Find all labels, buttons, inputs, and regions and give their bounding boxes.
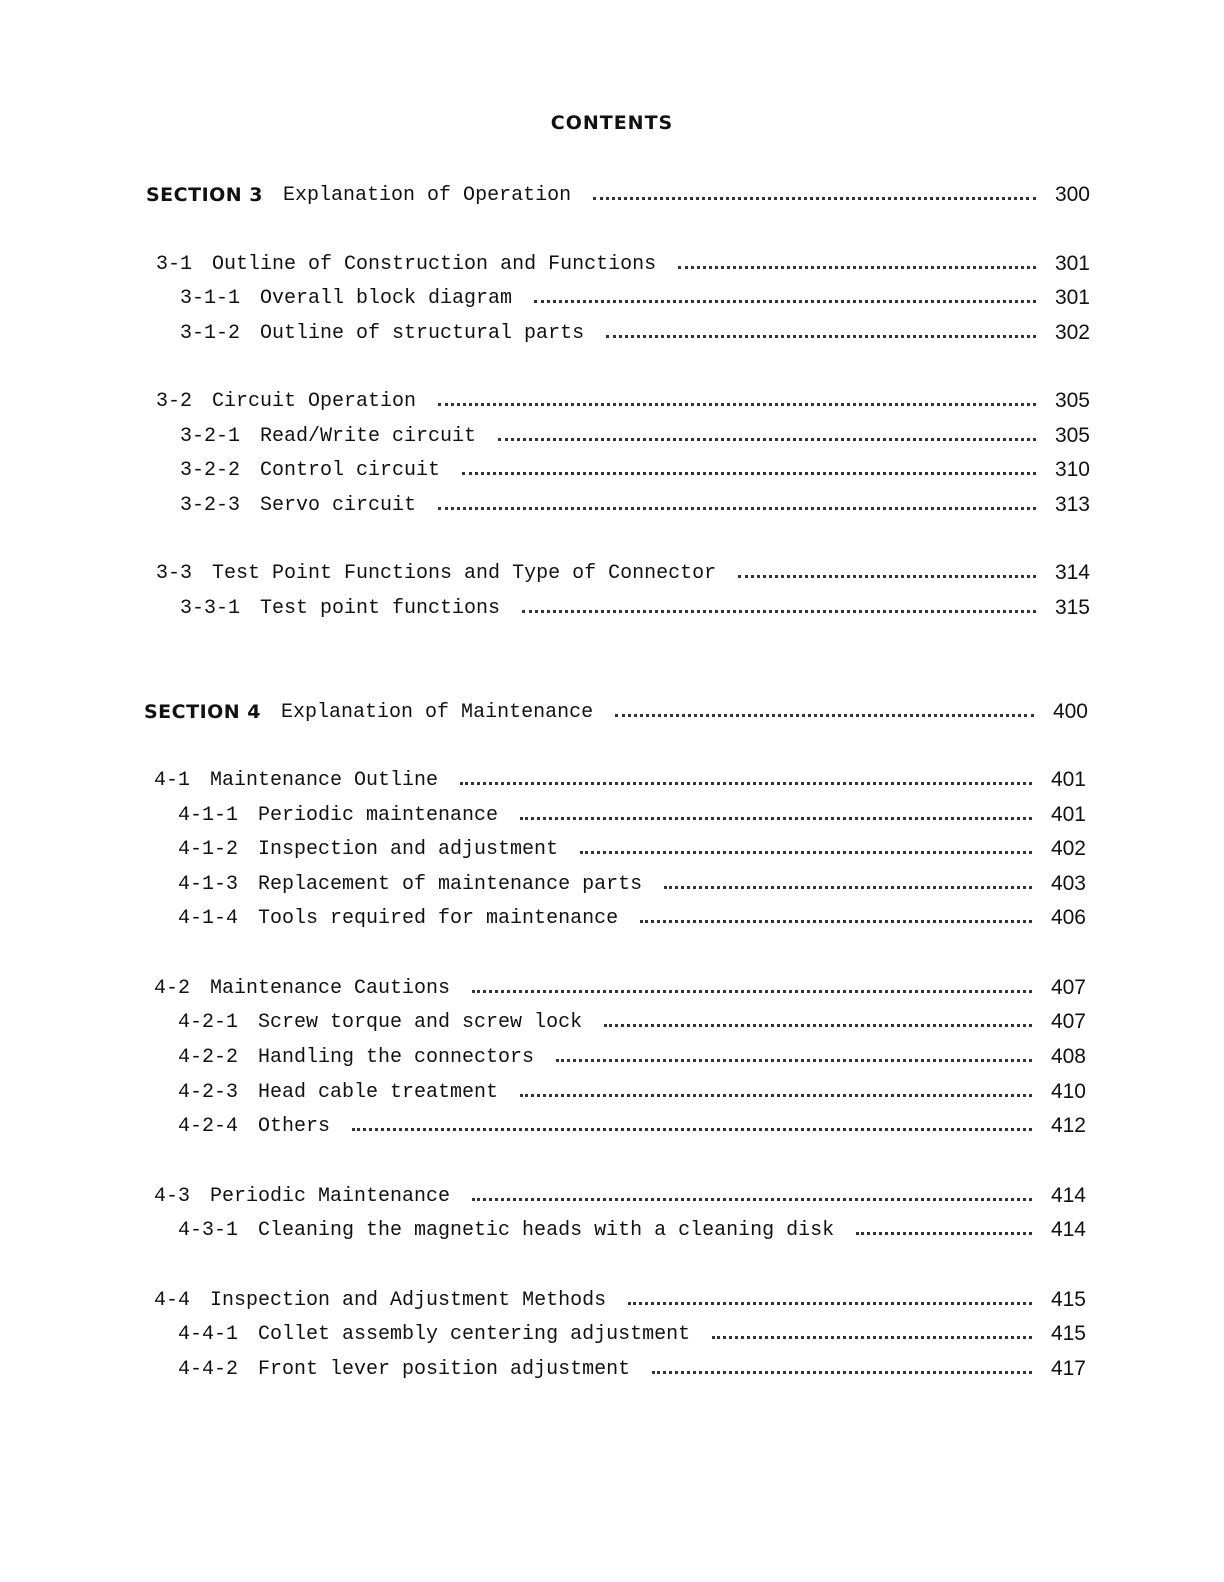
page-number: 407: [1050, 976, 1086, 999]
toc-subsection-entry[interactable]: [154, 1285, 1086, 1315]
entry-number: 4-2-2: [178, 1045, 239, 1069]
toc-item-entry[interactable]: [180, 318, 1090, 348]
toc-subsection-entry[interactable]: [156, 558, 1090, 588]
entry-number: 3-2-3: [180, 493, 241, 517]
entry-number: 3-2: [156, 389, 193, 413]
dot-leader: [664, 886, 1032, 889]
toc-item-entry[interactable]: [178, 1354, 1086, 1384]
toc-subsection-entry[interactable]: [154, 973, 1086, 1003]
dot-leader: [462, 472, 1036, 475]
dot-leader: [520, 817, 1032, 820]
entry-number: 4-4: [154, 1288, 191, 1312]
toc-item-entry[interactable]: [180, 421, 1090, 451]
entry-title: Handling the connectors: [258, 1045, 535, 1069]
entry-number: 4-2-4: [178, 1114, 239, 1138]
entry-number: 3-2-2: [180, 458, 241, 482]
entry-title: Tools required for maintenance: [258, 906, 619, 930]
toc-section-entry[interactable]: [146, 180, 1090, 210]
dot-leader: [606, 335, 1036, 338]
entry-title: Inspection and adjustment: [258, 837, 559, 861]
dot-leader: [498, 438, 1036, 441]
page-number: 315: [1054, 596, 1090, 619]
entry-title: Inspection and Adjustment Methods: [210, 1288, 607, 1312]
dot-leader: [640, 920, 1032, 923]
page-number: 415: [1050, 1322, 1086, 1345]
page-number: 407: [1050, 1010, 1086, 1033]
dot-leader: [738, 575, 1036, 578]
entry-title: Test point functions: [260, 596, 501, 620]
page-number: 310: [1054, 458, 1090, 481]
entry-title: Periodic maintenance: [258, 803, 499, 827]
entry-title: Explanation of Operation: [283, 183, 572, 207]
dot-leader: [472, 1198, 1032, 1201]
toc-item-entry[interactable]: [178, 1215, 1086, 1245]
toc-item-entry[interactable]: [178, 800, 1086, 830]
page-number: 302: [1054, 321, 1090, 344]
entry-number: 4-2-1: [178, 1010, 239, 1034]
entry-title: Control circuit: [260, 458, 441, 482]
toc-section-entry[interactable]: [144, 697, 1088, 727]
entry-number: 3-1-2: [180, 321, 241, 345]
dot-leader: [856, 1232, 1032, 1235]
dot-leader: [352, 1128, 1032, 1131]
page-number: 300: [1054, 183, 1090, 206]
entry-title: Periodic Maintenance: [210, 1184, 451, 1208]
page-number: 408: [1050, 1045, 1086, 1068]
toc-item-entry[interactable]: [180, 455, 1090, 485]
entry-title: Collet assembly centering adjustment: [258, 1322, 691, 1346]
entry-title: Outline of Construction and Functions: [212, 252, 657, 276]
entry-number: 3-2-1: [180, 424, 241, 448]
toc-item-entry[interactable]: [178, 1319, 1086, 1349]
entry-title: Test Point Functions and Type of Connector: [212, 561, 717, 585]
entry-number: 3-1-1: [180, 286, 241, 310]
entry-title: Outline of structural parts: [260, 321, 585, 345]
page-number: 414: [1050, 1218, 1086, 1241]
dot-leader: [678, 266, 1036, 269]
dot-leader: [652, 1371, 1032, 1374]
entry-title: Circuit Operation: [212, 389, 417, 413]
entry-number: 4-1-3: [178, 872, 239, 896]
entry-number: 3-3: [156, 561, 193, 585]
entry-title: Read/Write circuit: [260, 424, 477, 448]
page-number: 305: [1054, 424, 1090, 447]
toc-item-entry[interactable]: [180, 593, 1090, 623]
entry-title: Replacement of maintenance parts: [258, 872, 643, 896]
entry-number: 4-1-2: [178, 837, 239, 861]
page-number: 406: [1050, 906, 1086, 929]
dot-leader: [604, 1024, 1032, 1027]
entry-title: Explanation of Maintenance: [281, 700, 594, 724]
entry-title: Screw torque and screw lock: [258, 1010, 583, 1034]
entry-title: Maintenance Cautions: [210, 976, 451, 1000]
entry-number: 4-1-4: [178, 906, 239, 930]
toc-item-entry[interactable]: [178, 1042, 1086, 1072]
toc-item-entry[interactable]: [178, 869, 1086, 899]
toc-item-entry[interactable]: [178, 1111, 1086, 1141]
toc-subsection-entry[interactable]: [154, 1181, 1086, 1211]
entry-number: 4-1-1: [178, 803, 239, 827]
toc-subsection-entry[interactable]: [154, 765, 1086, 795]
entry-number: 4-2: [154, 976, 191, 1000]
entry-title: Head cable treatment: [258, 1080, 499, 1104]
page-number: 301: [1054, 252, 1090, 275]
entry-number: 4-4-1: [178, 1322, 239, 1346]
entry-title: Cleaning the magnetic heads with a cleaning disk: [258, 1218, 835, 1242]
entry-title: Servo circuit: [260, 493, 417, 517]
entry-number: 3-3-1: [180, 596, 241, 620]
page-number: 401: [1050, 803, 1086, 826]
dot-leader: [593, 197, 1036, 200]
page-number: 314: [1054, 561, 1090, 584]
entry-number: 4-3-1: [178, 1218, 239, 1242]
dot-leader: [460, 782, 1032, 785]
toc-subsection-entry[interactable]: [156, 386, 1090, 416]
entry-number: 4-4-2: [178, 1357, 239, 1381]
dot-leader: [615, 714, 1034, 717]
entry-title: Maintenance Outline: [210, 768, 439, 792]
entry-title: Others: [258, 1114, 331, 1138]
toc-item-entry[interactable]: [180, 283, 1090, 313]
page-number: 410: [1050, 1080, 1086, 1103]
entry-title: Overall block diagram: [260, 286, 513, 310]
section-label: SECTION 4: [144, 701, 262, 723]
dot-leader: [520, 1094, 1032, 1097]
dot-leader: [556, 1059, 1032, 1062]
toc-item-entry[interactable]: [178, 1077, 1086, 1107]
page-number: 412: [1050, 1114, 1086, 1137]
dot-leader: [438, 403, 1036, 406]
page-number: 402: [1050, 837, 1086, 860]
entry-number: 4-3: [154, 1184, 191, 1208]
dot-leader: [472, 990, 1032, 993]
toc-item-entry[interactable]: [180, 490, 1090, 520]
toc-item-entry[interactable]: [178, 834, 1086, 864]
entry-number: 4-2-3: [178, 1080, 239, 1104]
toc-item-entry[interactable]: [178, 903, 1086, 933]
page-number: 417: [1050, 1357, 1086, 1380]
page-number: 403: [1050, 872, 1086, 895]
section-label: SECTION 3: [146, 184, 264, 206]
entry-number: 3-1: [156, 252, 193, 276]
page-title: CONTENTS: [550, 112, 674, 134]
dot-leader: [712, 1336, 1032, 1339]
dot-leader: [522, 610, 1036, 613]
dot-leader: [534, 300, 1036, 303]
toc-subsection-entry[interactable]: [156, 249, 1090, 279]
dot-leader: [580, 851, 1032, 854]
page-number: 301: [1054, 286, 1090, 309]
dot-leader: [628, 1302, 1032, 1305]
page-number: 305: [1054, 389, 1090, 412]
page-number: 414: [1050, 1184, 1086, 1207]
entry-number: 4-1: [154, 768, 191, 792]
page-number: 400: [1052, 700, 1088, 723]
entry-title: Front lever position adjustment: [258, 1357, 631, 1381]
dot-leader: [438, 507, 1036, 510]
page-number: 313: [1054, 493, 1090, 516]
page-number: 401: [1050, 768, 1086, 791]
page-number: 415: [1050, 1288, 1086, 1311]
toc-item-entry[interactable]: [178, 1007, 1086, 1037]
